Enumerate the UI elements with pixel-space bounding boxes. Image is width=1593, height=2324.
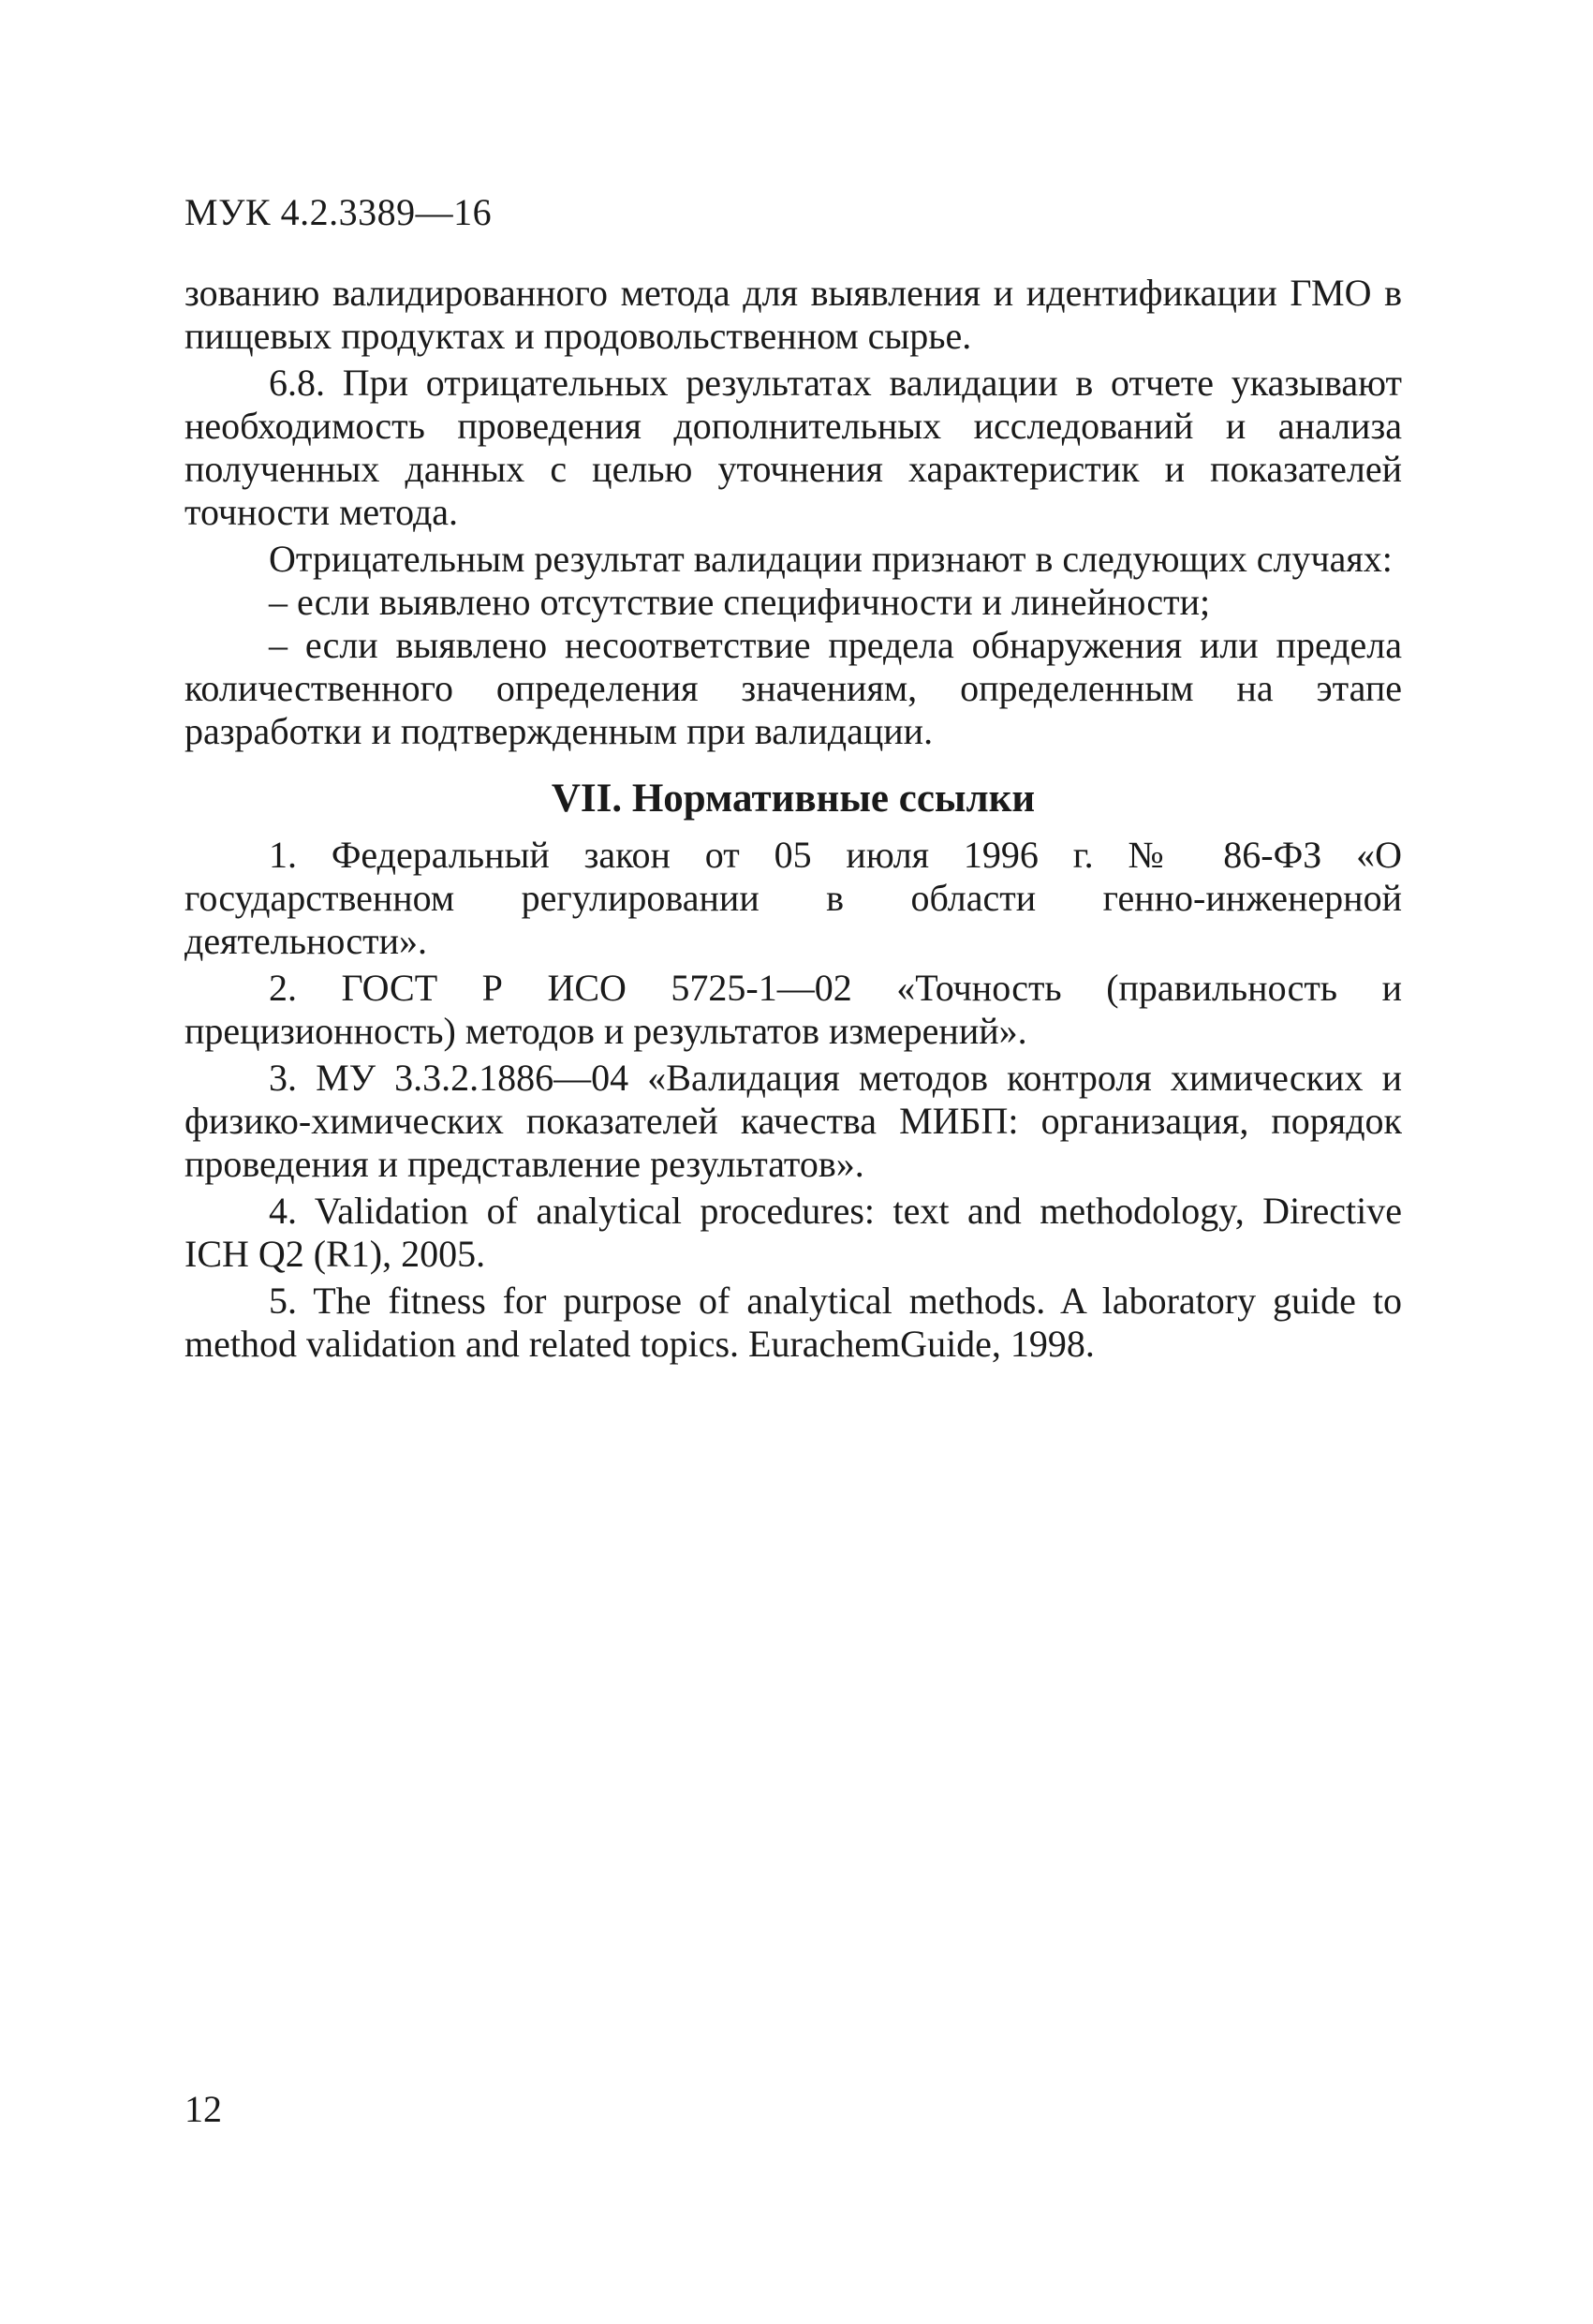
paragraph-continuation: зованию валидированного метода для выявления и идентификации ГМО в пищевых продуктах и продовольственном сырье. bbox=[184, 272, 1402, 357]
reference-item-1: 1. Федеральный закон от 05 июля 1996 г. № 86-ФЗ «О государственном регулировании в области генно-инженерной деятельности». bbox=[184, 834, 1402, 962]
reference-item-5: 5. The fitness for purpose of analytical methods. A laboratory guide to method validation and related topics. EurachemGuide, 1998. bbox=[184, 1280, 1402, 1365]
page-number: 12 bbox=[184, 2088, 222, 2130]
reference-item-4: 4. Validation of analytical procedures: text and methodology, Directive ICH Q2 (R1), 2005. bbox=[184, 1190, 1402, 1275]
page-content bbox=[184, 272, 1402, 1366]
section-title: VII. Нормативные ссылки bbox=[551, 777, 1036, 821]
list-item-specificity: – если выявлено отсутствие специфичности и линейности; bbox=[269, 581, 1211, 623]
list-item-detection-limit: – если выявлено несоответствие предела обнаружения или предела количественного определения значениям, определенным на этапе разработки и подтвержденным при валидации. bbox=[184, 624, 1402, 752]
document-code-header: МУК 4.2.3389—16 bbox=[184, 191, 493, 233]
reference-item-3: 3. МУ 3.3.2.1886—04 «Валидация методов контроля химических и физико-химических показателей качества МИБП: организация, порядок проведения и представление результатов». bbox=[184, 1057, 1402, 1185]
reference-item-2: 2. ГОСТ Р ИСО 5725-1—02 «Точность (правильность и прецизионность) методов и результатов измерений». bbox=[184, 967, 1402, 1052]
paragraph-negative-result: Отрицательным результат валидации признают в следующих случаях: bbox=[269, 538, 1393, 580]
paragraph-6-8: 6.8. При отрицательных результатах валидации в отчете указывают необходимость проведения дополнительных исследований и анализа полученных данных с целью уточнения характеристик и показателей точности метода. bbox=[184, 362, 1402, 533]
